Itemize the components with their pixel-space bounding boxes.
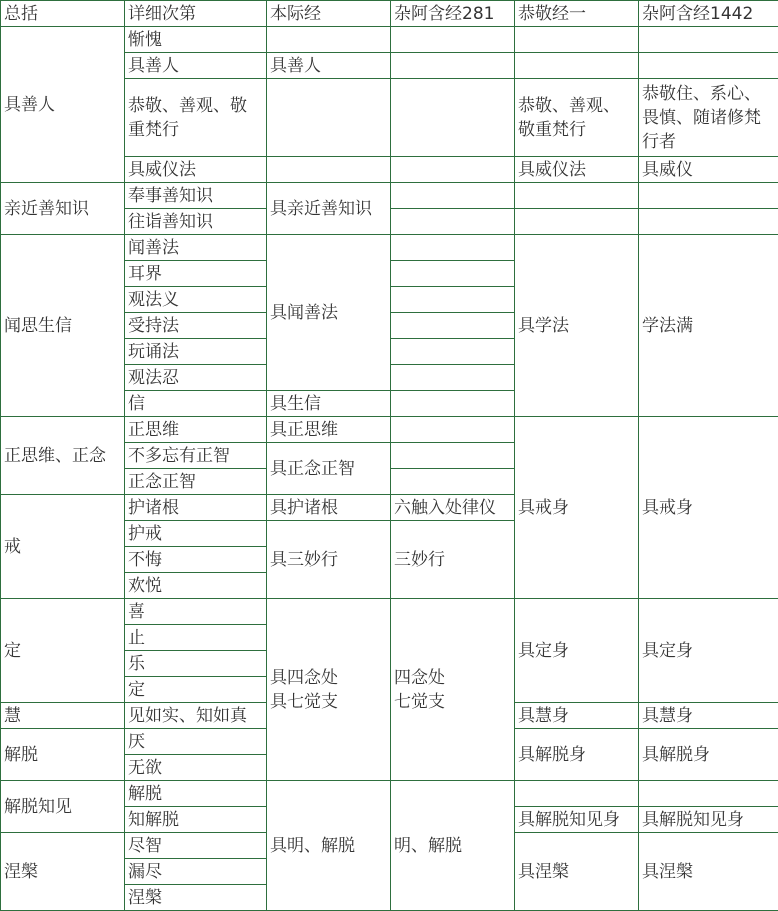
gongjing-cell: 具学法	[515, 235, 639, 417]
header-cell: 本际经	[267, 1, 391, 27]
za1442-cell: 具涅槃	[639, 833, 778, 911]
detail-cell: 正思维	[125, 417, 267, 443]
detail-cell: 尽智	[125, 833, 267, 859]
empty-cell	[515, 27, 639, 53]
benji-cell: 具闻善法	[267, 235, 391, 391]
detail-cell: 不多忘有正智	[125, 443, 267, 469]
empty-cell	[391, 391, 515, 417]
benji-cell: 具护诸根	[267, 495, 391, 521]
empty-cell	[267, 157, 391, 183]
group-cell: 具善人	[1, 27, 125, 183]
empty-cell	[515, 53, 639, 79]
benji-cell: 具正思维	[267, 417, 391, 443]
empty-cell	[391, 469, 515, 495]
empty-cell	[391, 157, 515, 183]
table-row	[1, 599, 778, 625]
benji-cell: 具亲近善知识	[267, 183, 391, 235]
detail-cell: 定	[125, 677, 267, 703]
detail-cell: 喜	[125, 599, 267, 625]
empty-cell	[639, 209, 778, 235]
detail-cell: 厌	[125, 729, 267, 755]
detail-cell: 护戒	[125, 521, 267, 547]
detail-cell: 乐	[125, 651, 267, 677]
detail-cell: 恭敬、善观、敬重梵行	[125, 79, 267, 157]
group-cell: 定	[1, 599, 125, 703]
detail-cell: 漏尽	[125, 859, 267, 885]
benji-cell: 具善人	[267, 53, 391, 79]
za1442-cell: 具戒身	[639, 417, 778, 599]
detail-cell: 玩诵法	[125, 339, 267, 365]
benji-cell: 具生信	[267, 391, 391, 417]
za1442-cell: 学法满	[639, 235, 778, 417]
benji-cell: 具明、解脱	[267, 781, 391, 911]
empty-cell	[639, 781, 778, 807]
table-row	[1, 235, 778, 261]
table-row	[1, 781, 778, 807]
gongjing-cell: 具涅槃	[515, 833, 639, 911]
za1442-cell: 具慧身	[639, 703, 778, 729]
empty-cell	[391, 417, 515, 443]
header-cell: 恭敬经一	[515, 1, 639, 27]
za1442-cell: 具解脱知见身	[639, 807, 778, 833]
empty-cell	[267, 79, 391, 157]
table-row	[1, 417, 778, 443]
empty-cell	[391, 287, 515, 313]
detail-cell: 闻善法	[125, 235, 267, 261]
group-cell: 慧	[1, 703, 125, 729]
za281-cell: 四念处 七觉支	[391, 599, 515, 781]
empty-cell	[391, 339, 515, 365]
za281-cell: 明、解脱	[391, 781, 515, 911]
gongjing-cell: 具威仪法	[515, 157, 639, 183]
empty-cell	[391, 235, 515, 261]
empty-cell	[515, 209, 639, 235]
detail-cell: 具威仪法	[125, 157, 267, 183]
group-cell: 正思维、正念	[1, 417, 125, 495]
empty-cell	[391, 313, 515, 339]
benji-cell: 具正念正智	[267, 443, 391, 495]
empty-cell	[391, 261, 515, 287]
gongjing-cell: 具慧身	[515, 703, 639, 729]
detail-cell: 知解脱	[125, 807, 267, 833]
za1442-cell: 具解脱身	[639, 729, 778, 781]
empty-cell	[391, 53, 515, 79]
table-row	[1, 183, 778, 209]
empty-cell	[391, 79, 515, 157]
group-cell: 戒	[1, 495, 125, 599]
empty-cell	[391, 209, 515, 235]
benji-cell: 具三妙行	[267, 521, 391, 599]
za281-cell: 六触入处律仪	[391, 495, 515, 521]
detail-cell: 观法义	[125, 287, 267, 313]
detail-cell: 无欲	[125, 755, 267, 781]
gongjing-cell: 具解脱身	[515, 729, 639, 781]
detail-cell: 观法忍	[125, 365, 267, 391]
detail-cell: 耳界	[125, 261, 267, 287]
empty-cell	[515, 781, 639, 807]
detail-cell: 止	[125, 625, 267, 651]
group-cell: 闻思生信	[1, 235, 125, 417]
empty-cell	[515, 183, 639, 209]
header-cell: 详细次第	[125, 1, 267, 27]
detail-cell: 受持法	[125, 313, 267, 339]
za1442-cell: 具定身	[639, 599, 778, 703]
detail-cell: 奉事善知识	[125, 183, 267, 209]
group-cell: 解脱	[1, 729, 125, 781]
gongjing-cell: 恭敬、善观、敬重梵行	[515, 79, 639, 157]
empty-cell	[391, 27, 515, 53]
empty-cell	[639, 53, 778, 79]
empty-cell	[639, 183, 778, 209]
detail-cell: 护诸根	[125, 495, 267, 521]
detail-cell: 不悔	[125, 547, 267, 573]
benji-cell: 具四念处 具七觉支	[267, 599, 391, 781]
gongjing-cell: 具定身	[515, 599, 639, 703]
detail-cell: 涅槃	[125, 885, 267, 911]
group-cell: 亲近善知识	[1, 183, 125, 235]
empty-cell	[391, 183, 515, 209]
detail-cell: 正念正智	[125, 469, 267, 495]
gongjing-cell: 具解脱知见身	[515, 807, 639, 833]
za281-cell: 三妙行	[391, 521, 515, 599]
group-cell: 解脱知见	[1, 781, 125, 833]
header-cell: 总括	[1, 1, 125, 27]
empty-cell	[391, 365, 515, 391]
gongjing-cell: 具戒身	[515, 417, 639, 599]
detail-cell: 往诣善知识	[125, 209, 267, 235]
za1442-cell: 具威仪	[639, 157, 778, 183]
za1442-cell: 恭敬住、系心、畏慎、随诸修梵行者	[639, 79, 778, 157]
empty-cell	[391, 443, 515, 469]
empty-cell	[267, 27, 391, 53]
detail-cell: 欢悦	[125, 573, 267, 599]
header-row	[1, 1, 778, 27]
group-cell: 涅槃	[1, 833, 125, 911]
header-cell: 杂阿含经1442	[639, 1, 778, 27]
detail-cell: 具善人	[125, 53, 267, 79]
detail-cell: 信	[125, 391, 267, 417]
detail-cell: 见如实、知如真	[125, 703, 267, 729]
table-row	[1, 27, 778, 53]
detail-cell: 惭愧	[125, 27, 267, 53]
empty-cell	[639, 27, 778, 53]
detail-cell: 解脱	[125, 781, 267, 807]
header-cell: 杂阿含经281	[391, 1, 515, 27]
